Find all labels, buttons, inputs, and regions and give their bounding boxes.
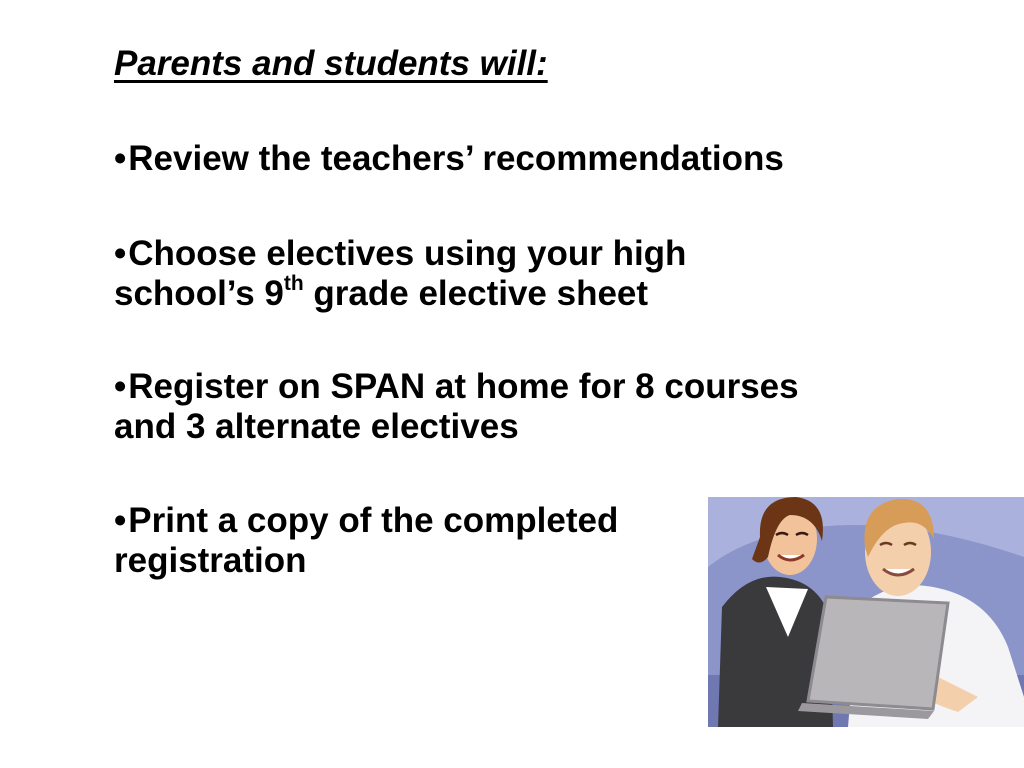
- bullet-item-register: [114, 367, 814, 447]
- bullet-text: Register on SPAN at home for 8 courses and 3 alternate electives: [114, 367, 799, 446]
- bullet-item-electives: [114, 234, 814, 314]
- bullet-text-start: Choose electives using your high school’s 9: [114, 234, 687, 313]
- bullet-text: Review the teachers’ recommendations: [128, 139, 784, 178]
- people-laptop-illustration: [708, 497, 1024, 727]
- bullet-dot: •: [114, 139, 127, 178]
- bullet-dot: •: [114, 234, 127, 273]
- laptop-screen-back: [808, 597, 948, 709]
- bullet-item-print: [114, 501, 714, 581]
- bullet-dot: •: [114, 501, 127, 540]
- bullet-text: Print a copy of the completed registration: [114, 501, 619, 580]
- ordinal-suffix: th: [283, 272, 304, 296]
- bullet-text-end: grade elective sheet: [303, 274, 649, 313]
- slide-heading: Parents and students will:: [114, 44, 548, 83]
- bullet-dot: •: [114, 367, 127, 406]
- bullet-item-review: [114, 139, 894, 179]
